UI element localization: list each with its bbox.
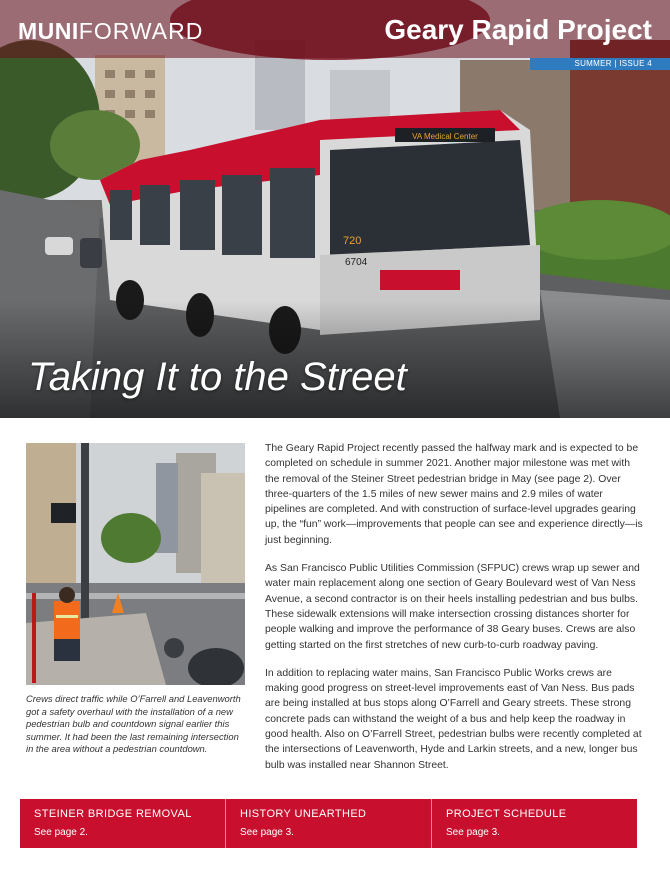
article-paragraph-3: In addition to replacing water mains, San Francisco Public Works crews are making good progress on street-level improvements east of Van Ness. Bus pads are being installed at bus stops along O’Farrell and Geary streets. These strong concrete pads can withstand the weight of a bus and help keep the roadway in good health. Also on O’Farrell Street, pedestrian bulbs were recently completed at the intersections of Leavenworth, Hyde and Larkin streets, and a new, longer bus bulb was installed near Shannon Street. <box>265 667 642 771</box>
issue-label: SUMMER | ISSUE 4 <box>530 58 670 70</box>
link-page-ref: See page 3. <box>240 827 294 838</box>
link-page-ref: See page 3. <box>446 827 500 838</box>
link-project-schedule[interactable] <box>432 799 637 848</box>
muni-forward-logo <box>18 18 203 45</box>
hero-banner <box>0 0 670 418</box>
logo-forward: FORWARD <box>78 18 204 44</box>
related-stories-bar <box>20 799 637 848</box>
bus-destination-sign: VA Medical Center <box>412 132 478 141</box>
project-title: Geary Rapid Project <box>384 14 652 45</box>
article-paragraph-1: The Geary Rapid Project recently passed the halfway mark and is expected to be completed on schedule in summer 2021. Another major milestone was met with the removal of the Steiner Street pedestrian bridge in May (see page 2). Over three-quarters of the 1.5 miles of new sewer mains and 2.9 miles of water pipelines are completed. And with construction of surface-level upgrades gearing up, the “fun” work—improvements that people can see and experience directly—is just beginning. <box>265 443 643 546</box>
bus-fleet-number: 6704 <box>345 257 368 268</box>
link-title: PROJECT SCHEDULE <box>446 808 567 820</box>
photo-caption: Crews direct traffic while O’Farrell and Leavenworth got a safety overhaul with the installation of a new pedestrian bulb and countdown signal earlier this summer. It had been the last remaining intersection in the area without a pedestrian countdown. <box>26 693 241 755</box>
link-title: STEINER BRIDGE REMOVAL <box>34 808 192 820</box>
logo-muni: MUNI <box>18 18 79 44</box>
link-steiner-bridge-removal[interactable] <box>20 799 226 848</box>
article-paragraph-2: As San Francisco Public Utilities Commission (SFPUC) crews wrap up sewer and water main replacement along one section of Geary Boulevard west of Van Ness Avenue, a second contractor is on their heels installing pedestrian and bus bulbs. These sidewalk extensions will make intersection crossing distances shorter for people walking and improve the performance of 38 Geary buses. Crews are also getting started on the first stretches of new curb-to-curb roadway paving. <box>265 563 640 651</box>
masthead <box>0 0 670 58</box>
bus-route-number: 720 <box>343 235 362 247</box>
construction-photo <box>26 443 245 685</box>
headline: Taking It to the Street <box>28 355 407 399</box>
article-body <box>265 441 645 786</box>
link-title: HISTORY UNEARTHED <box>240 808 367 820</box>
link-page-ref: See page 2. <box>34 827 88 838</box>
link-history-unearthed[interactable] <box>226 799 432 848</box>
